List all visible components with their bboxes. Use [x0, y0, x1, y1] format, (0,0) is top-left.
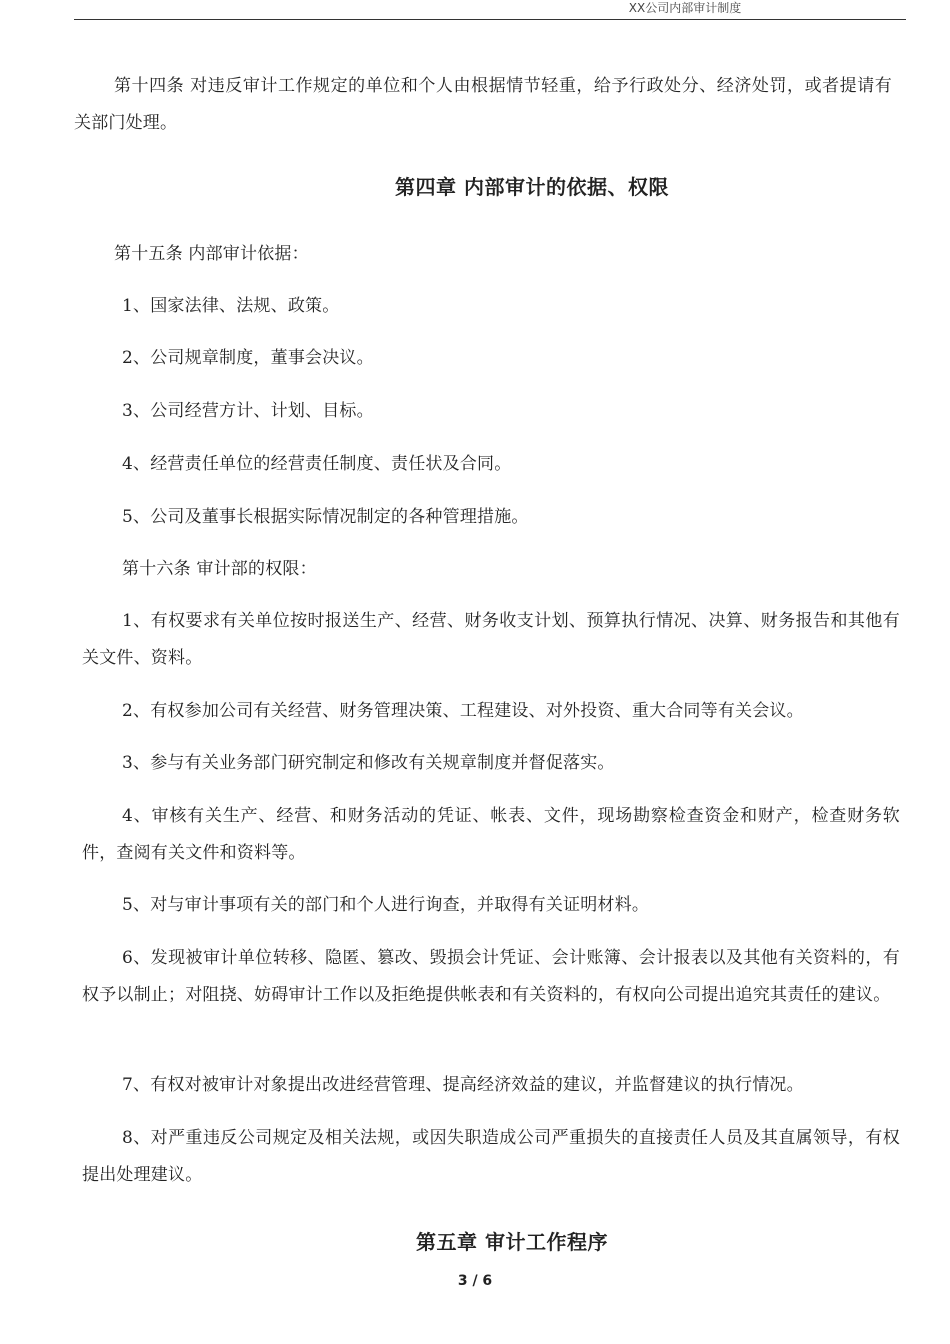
article-16-item-4: 4、审核有关生产、经营、和财务活动的凭证、帐表、文件，现场勘察检查资金和财产，检查财务软件，查阅有关文件和资料等。 — [82, 806, 900, 863]
header-title: XX公司内部审计制度 — [628, 1, 742, 15]
chapter-5-title: 第五章 审计工作程序 — [416, 1230, 608, 1254]
article-15-item-1: 1、国家法律、法规、政策。 — [122, 296, 340, 316]
article-16-item-5: 5、对与审计事项有关的部门和个人进行询查，并取得有关证明材料。 — [122, 895, 650, 915]
article-16: 第十六条 审计部的权限： — [122, 559, 317, 579]
article-16-item-7: 7、有权对被审计对象提出改进经营管理、提高经济效益的建议，并监督建议的执行情况。 — [122, 1075, 804, 1095]
article-16-item-1: 1、有权要求有关单位按时报送生产、经营、财务收支计划、预算执行情况、决算、财务报告和其他有关文件、资料。 — [82, 611, 900, 668]
article-15-item-5: 5、公司及董事长根据实际情况制定的各种管理措施。 — [122, 507, 529, 527]
article-16-item-2: 2、有权参加公司有关经营、财务管理决策、工程建设、对外投资、重大合同等有关会议。 — [122, 701, 804, 721]
header-divider — [74, 19, 906, 20]
article-15-item-2: 2、公司规章制度，董事会决议。 — [122, 348, 374, 368]
article-15-item-4: 4、经营责任单位的经营责任制度、责任状及合同。 — [122, 454, 512, 474]
article-16-item-3: 3、参与有关业务部门研究制定和修改有关规章制度并督促落实。 — [122, 753, 615, 773]
chapter-4-title: 第四章 内部审计的依据、权限 — [395, 175, 669, 199]
article-16-item-8: 8、对严重违反公司规定及相关法规，或因失职造成公司严重损失的直接责任人员及其直属领导，有权提出处理建议。 — [82, 1128, 900, 1185]
page-number: 3 / 6 — [457, 1273, 493, 1289]
article-15: 第十五条 内部审计依据： — [114, 244, 309, 264]
article-15-item-3: 3、公司经营方计、计划、目标。 — [122, 401, 374, 421]
article-14: 第十四条 对违反审计工作规定的单位和个人由根据情节轻重，给予行政处分、经济处罚，或者提请有关部门处理。 — [74, 76, 892, 133]
article-16-item-6: 6、发现被审计单位转移、隐匿、篡改、毁损会计凭证、会计账簿、会计报表以及其他有关资料的，有权予以制止；对阻挠、妨碍审计工作以及拒绝提供帐表和有关资料的，有权向公司提出追究其责任的建议。 — [82, 948, 900, 1005]
